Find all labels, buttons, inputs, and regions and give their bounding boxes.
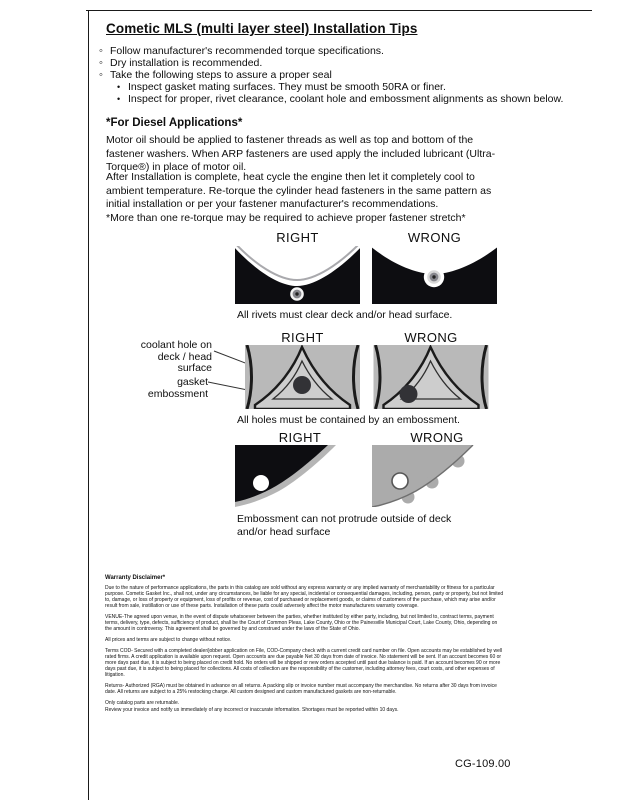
filled-bullet-icon [117, 81, 128, 93]
gasket-embossment-label: gasket embossment [147, 376, 208, 400]
open-bullet-icon [99, 57, 110, 69]
right-label: RIGHT [281, 330, 324, 345]
disclaimer-paragraph: All prices and terms are subject to change without notice. [105, 637, 232, 643]
page-title: Cometic MLS (multi layer steel) Installation Tips [106, 21, 418, 36]
diesel-paragraph-1: Motor oil should be applied to fastener threads as well as top and bottom of the fastener washers. When ARP fasteners are used apply the included lubricant (Ultra-Torque®) in place of motor oil. [106, 134, 496, 173]
rivet-clearance-right-diagram [235, 246, 360, 304]
retorque-note: *More than one re-torque may be required to achieve proper fastener stretch* [106, 212, 466, 224]
disclaimer-paragraph: Due to the nature of performance applications, the parts in this catalog are sold without any express warranty or any implied warranty of merchantability or fitness for a particular purpose. Cometic Gasket Inc., shall not, under any circumstances, be liable for any special, incidental or consequential damages, including, person, party or property, but not limited to, damage, or loss of property or equipment, loss of profits or revenue, cost of purchased or replacement goods, or claims of customers of the purchase, which may arise and/or result from sale, instillation or use of these parts. Installation of these parts could adversely affect the motor manufacturers warranty coverage. [105, 585, 504, 609]
disclaimer-paragraph: Only catalog parts are returnable. [105, 700, 180, 706]
embossment-right-diagram [235, 445, 365, 507]
bullet-text: Inspect for proper, rivet clearance, coolant hole and embossment alignments as shown below. [128, 93, 564, 105]
rivet-clearance-wrong-diagram [372, 246, 497, 304]
coolant-hole-label-line1: coolant hole on [140, 339, 212, 351]
embossment-caption-line2: and/or head surface [237, 526, 331, 538]
disclaimer-paragraph: Returns- Authorized (RGA) must be obtained in advance on all returns. A packing slip or invoice number must accompany the merchandise. No returns after 30 days from invoice date. All returns are subject to a 25% restocking charge. All custom designed and custom manufactured gaskets are non-returnable. [105, 683, 497, 695]
left-rule [88, 10, 89, 800]
bullet-text: Follow manufacturer's recommended torque specifications. [110, 45, 384, 57]
bullet-text: Take the following steps to assure a proper seal [110, 69, 332, 81]
coolant-hole-wrong-diagram [372, 345, 490, 409]
wrong-label: WRONG [407, 230, 462, 245]
open-bullet-icon [99, 69, 110, 81]
open-bullet-icon [99, 45, 110, 57]
disclaimer-paragraph: Review your invoice and notify us immediately of any incorrect or inaccurate information. Shortages must be reported within 10 days. [105, 707, 399, 713]
bullet-text: Dry installation is recommended. [110, 57, 263, 69]
coolant-hole-right-diagram [245, 345, 360, 409]
right-label: RIGHT [276, 230, 319, 245]
holes-caption: All holes must be contained by an embossment. [237, 414, 460, 426]
right-label: RIGHT [278, 430, 322, 445]
diesel-paragraph-2: After Installation is complete, heat cycle the engine then let it completely cool to ambient temperature. Re-torque the cylinder head fasteners in the same pattern as initial installation or per your fastener manufacturer's recommendations. [106, 171, 492, 210]
disclaimer-heading: Warranty Disclaimer* [105, 575, 166, 581]
bullet-item [99, 69, 332, 81]
bullet-item [99, 57, 262, 69]
disclaimer-paragraph: VENUE-The agreed upon venue, in the event of dispute whatsoever between the parties, whether instituted by either party, including, but not limited to, contract terms, payment terms, delivery, type, defects, sufficiency of product, shall be the Court of Common Pleas, Lake County, Ohio or the Painesville Municipal Court, Lake County, Ohio, depending on the amount in controversy. This agreement shall be governed by and construed under the laws of the State of Ohio. [105, 614, 498, 632]
bullet-item [99, 45, 384, 57]
embossment-wrong-diagram [372, 445, 502, 507]
coolant-hole-label-line2: deck / head surface [157, 350, 212, 374]
filled-bullet-icon [117, 93, 128, 105]
page-code: CG-109.00 [455, 758, 511, 770]
sub-bullet-item [117, 81, 446, 93]
bullet-text: Inspect gasket mating surfaces. They must be smooth 50RA or finer. [128, 81, 446, 93]
sub-bullet-item [117, 93, 563, 105]
embossment-caption-line1: Embossment can not protrude outside of deck [237, 513, 452, 525]
diesel-heading: *For Diesel Applications* [106, 117, 243, 129]
wrong-label: WRONG [410, 430, 464, 445]
top-rule [86, 10, 592, 11]
wrong-label: WRONG [404, 330, 458, 345]
embossment-caption [237, 513, 451, 539]
rivets-caption: All rivets must clear deck and/or head surface. [237, 309, 453, 321]
disclaimer-paragraph: Terms COD- Secured with a completed dealer/jobber application on File, COD-Company check with a current credit card number on file. Open accounts may be established by well rated firms. A credit application is available upon request. Open accounts are due payable Net 30 days from date of invoice. No statement will be sent. If an account becomes 60 or more days past due, it is subject to being placed on credit hold. No orders will be shipped or new orders accepted until past due balance is paid. If an account becomes 90 or more days past due, it is subject to being placed for collections. All costs of collection are the responsibility of the customer, including attorney fees, court costs, and other expenses of litigation. [105, 648, 503, 678]
warranty-disclaimer [105, 575, 505, 714]
